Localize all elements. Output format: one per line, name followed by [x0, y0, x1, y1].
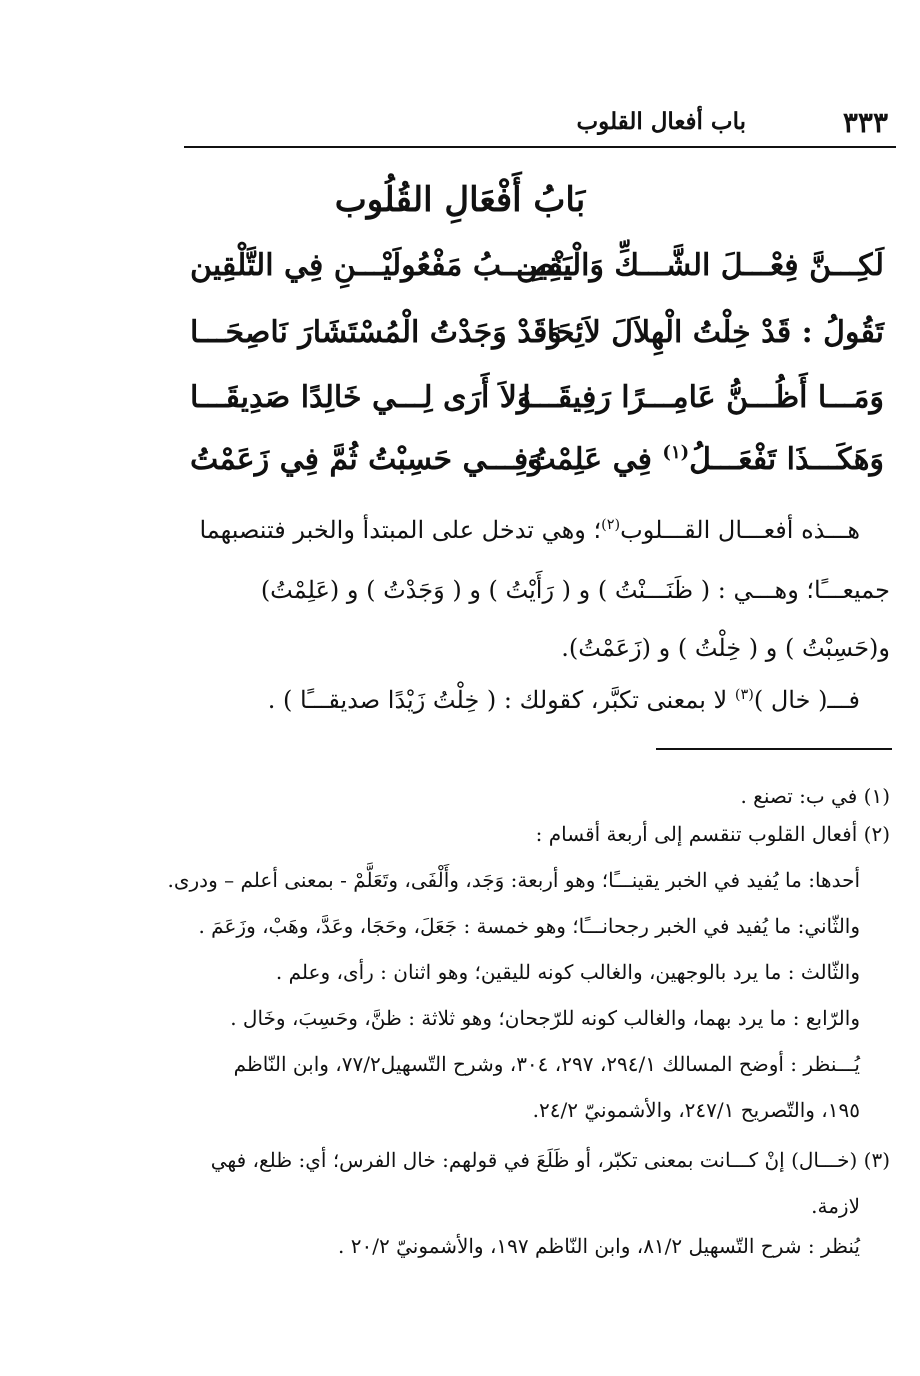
verse-text: وَهَكَـــذَا تَفْعَـــلُ	[689, 442, 884, 477]
running-header	[184, 104, 896, 144]
footnote-line: والثّاني: ما يُفيد في الخبر رجحانـــًا؛ وهو خمسة : جَعَلَ، وحَجَا، وعَدَّ، وهَبْ، وزَعَمَ .	[198, 914, 860, 938]
verse-text: فِي عَلِمْتُ	[527, 442, 663, 477]
prose-text: هـــذه أفعـــال القـــلوب	[620, 516, 860, 544]
footnote-line: يُنظر : شرح التّسهيل ٨١/٢، وابن النّاظم ١٩٧، والأشمونيّ ٢٠/٢ .	[338, 1234, 860, 1258]
footnote-line: يُـــنظر : أوضح المسالك ٢٩٤/١، ٢٩٧، ٣٠٤، وشرح التّسهيل٧٧/٢، وابن النّاظم	[233, 1052, 860, 1076]
page-number: ٣٣٣	[842, 106, 888, 139]
verse-line	[190, 442, 890, 492]
prose-line: و(حَسِبْتُ ) و ( خِلْتُ ) و (زَعَمْتُ).	[561, 634, 890, 662]
verse-second-hemistich: وَلاَ أَرَى لِـــي خَالِدًا صَدِيقَـــا	[190, 380, 532, 415]
prose-text: فـــ( خال )	[753, 686, 860, 714]
prose-text: ؛ وهي تدخل على المبتدأ والخبر فتنصبهما	[199, 516, 602, 544]
footnote-marker: (١)	[662, 442, 690, 463]
prose-line	[154, 686, 860, 714]
prose-text: لا بمعنى تكبَّر، كقولك : ( خِلْتُ زَيْدًا صديقـــًا ) .	[267, 686, 735, 714]
verse-line	[190, 315, 890, 365]
footnote-line: والرّابع : ما يرد بهما، والغالب كونه للرّجحان؛ وهو ثلاثة : ظنَّ، وحَسِبَ، وخَال .	[230, 1006, 860, 1030]
footnote-marker: (٢)	[601, 517, 621, 533]
footnote-line: لازمة.	[811, 1194, 860, 1218]
header-rule	[184, 146, 896, 148]
verse-line	[190, 248, 890, 298]
verse-first-hemistich	[528, 442, 884, 477]
prose-line	[154, 516, 860, 544]
footnote-line: والثّالث : ما يرد بالوجهين، والغالب كونه لليقين؛ وهو اثنان : رأى، وعلم .	[275, 960, 860, 984]
running-title: باب أفعال القلوب	[576, 108, 746, 135]
verse-second-hemistich: وَفِـــي حَسِبْتُ ثُمَّ فِي زَعَمْتُ	[190, 442, 543, 477]
verse-second-hemistich: وَقَدْ وَجَدْتُ الْمُسْتَشَارَ نَاصِحَـــا	[190, 315, 562, 350]
verse-second-hemistich: يَنْصِـــبُ مَفْعُولَيْـــنِ فِي التَّلْقِين	[190, 248, 573, 283]
footnote-line: (٣) (خـــال) إنْ كـــانت بمعنى تكبّر، أو ظَلَعَ في قولهم: خال الفرس؛ أي: ظلع، فهي	[210, 1148, 890, 1172]
verse-first-hemistich: تَقُولُ : قَدْ خِلْتُ الْهِلاَلَ لاَئِحَا	[546, 315, 884, 350]
verse-first-hemistich: وَمَـــا أَظُـــنُّ عَامِـــرًا رَفِيقَـــا	[522, 380, 884, 415]
footnote-line: أحدها: ما يُفيد في الخبر يقينـــًا؛ وهو أربعة: وَجَد، وأَلْفَى، وتَعَلَّمْ - بمعنى أعلم – ودرى.	[167, 868, 860, 892]
footnote-line: ١٩٥، والتّصريح ٢٤٧/١، والأشمونيّ ٢٤/٢.	[532, 1098, 860, 1122]
footnote-line: (٢) أفعال القلوب تنقسم إلى أربعة أقسام :	[535, 822, 890, 846]
prose-line: جميعـــًا؛ وهـــي : ( ظَنَـــنْتُ ) و ( رَأَيْتُ ) و ( وَجَدْتُ ) و (عَلِمْتُ)	[260, 576, 890, 604]
footnote-marker: (٣)	[734, 687, 754, 703]
verse-line	[190, 380, 890, 430]
verse-first-hemistich: لَكِـــنَّ فِعْـــلَ الشَّـــكِّ وَالْيَقِين	[515, 248, 884, 283]
footnote-separator	[656, 748, 892, 750]
footnote-line: (١) في ب: تصنع .	[740, 784, 890, 808]
chapter-title: بَابُ أَفْعَالِ القُلُوب	[334, 180, 586, 220]
